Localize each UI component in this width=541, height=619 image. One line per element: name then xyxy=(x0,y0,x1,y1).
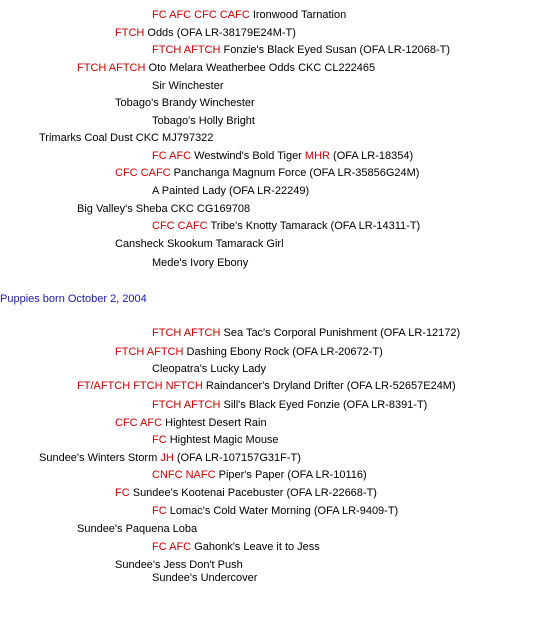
dog-name: Cansheck Skookum Tamarack Girl xyxy=(115,238,284,250)
dog-name: Trimarks Coal Dust CKC MJ797322 xyxy=(39,132,214,144)
dog-name: Cleopatra's Lucky Lady xyxy=(152,363,266,375)
pedigree-entry xyxy=(152,114,255,128)
pedigree-entry xyxy=(77,379,456,393)
pedigree-entry xyxy=(115,486,377,500)
dog-name: Sundee's Undercover xyxy=(152,572,258,584)
dog-titles: FTCH AFTCH xyxy=(152,399,221,411)
pedigree-entry xyxy=(77,202,250,216)
section-heading: Puppies born October 2, 2004 xyxy=(0,293,147,305)
pedigree-entry xyxy=(152,219,420,233)
dog-name: Sir Winchester xyxy=(152,80,224,92)
pedigree-entry xyxy=(152,540,320,554)
dog-titles: CNFC NAFC xyxy=(152,469,216,481)
dog-titles: FC xyxy=(115,487,130,499)
dog-name: Piper's Paper (OFA LR-10116) xyxy=(215,469,367,481)
dog-titles: FC AFC xyxy=(152,150,192,162)
dog-titles: CFC AFC xyxy=(115,417,163,429)
pedigree-entry xyxy=(115,26,296,40)
dog-titles: FTCH AFTCH xyxy=(77,62,146,74)
pedigree-entry xyxy=(115,558,243,572)
dog-name: Sundee's Winters Storm xyxy=(39,452,161,464)
dog-name: Odds (OFA LR-38179E24M-T) xyxy=(144,27,296,39)
dog-name: Hightest Magic Mouse xyxy=(166,434,279,446)
dog-name: Sea Tac's Corporal Punishment (OFA LR-12172) xyxy=(220,327,461,339)
pedigree-entry xyxy=(115,237,284,251)
pedigree-entry xyxy=(77,522,197,536)
dog-titles: CFC CAFC xyxy=(115,167,171,179)
dog-name: Mede's Ivory Ebony xyxy=(152,257,249,269)
pedigree-entry xyxy=(152,504,398,518)
dog-titles: FT/AFTCH FTCH NFTCH xyxy=(77,380,203,392)
pedigree-entry xyxy=(39,451,301,465)
dog-name: Dashing Ebony Rock (OFA LR-20672-T) xyxy=(183,346,383,358)
dog-name: Sill's Black Eyed Fonzie (OFA LR-8391-T) xyxy=(220,399,428,411)
pedigree-entry xyxy=(115,166,419,180)
pedigree-entry xyxy=(152,571,257,585)
pedigree-entry xyxy=(115,345,383,359)
dog-titles: FTCH AFTCH xyxy=(152,327,221,339)
dog-name: Sundee's Kootenai Pacebuster (OFA LR-22668-T) xyxy=(129,487,377,499)
dog-titles: FC AFC xyxy=(152,541,192,553)
dog-name: Panchanga Magnum Force (OFA LR-35856G24M) xyxy=(170,167,420,179)
dog-name: Tribe's Knotty Tamarack (OFA LR-14311-T) xyxy=(207,220,421,232)
pedigree-entry xyxy=(152,433,279,447)
dog-name: (OFA LR-18354) xyxy=(329,150,414,162)
dog-titles: MHR xyxy=(304,150,330,162)
pedigree-entry xyxy=(39,131,213,145)
dog-name: Oto Melara Weatherbee Odds CKC CL222465 xyxy=(145,62,376,74)
dog-titles: FTCH AFTCH xyxy=(152,44,221,56)
pedigree-entry xyxy=(115,416,267,430)
pedigree-entry xyxy=(152,468,367,482)
pedigree-entry xyxy=(152,256,248,270)
pedigree-entry xyxy=(152,43,450,57)
pedigree-entry xyxy=(152,398,427,412)
pedigree-entry xyxy=(152,79,224,93)
pedigree-entry xyxy=(152,326,460,340)
dog-name: Big Valley's Sheba CKC CG169708 xyxy=(77,203,251,215)
dog-name: Fonzie's Black Eyed Susan (OFA LR-12068-T) xyxy=(220,44,450,56)
pedigree-entry xyxy=(115,96,255,110)
dog-titles: FTCH xyxy=(115,27,145,39)
dog-titles: FC xyxy=(152,434,167,446)
dog-name: Hightest Desert Rain xyxy=(162,417,267,429)
pedigree-entry xyxy=(152,184,309,198)
dog-name: Sundee's Jess Don't Push xyxy=(115,559,243,571)
dog-name: A Painted Lady (OFA LR-22249) xyxy=(152,185,310,197)
pedigree-entry xyxy=(77,61,375,75)
dog-name: Sundee's Paquena Loba xyxy=(77,523,198,535)
pedigree-entry xyxy=(152,362,266,376)
dog-titles: FTCH AFTCH xyxy=(115,346,184,358)
dog-name: Gahonk's Leave it to Jess xyxy=(191,541,320,553)
dog-titles: FC xyxy=(152,505,167,517)
dog-titles: CFC CAFC xyxy=(152,220,208,232)
dog-name: Ironwood Tarnation xyxy=(249,9,347,21)
dog-name: Tobago's Holly Bright xyxy=(152,115,255,127)
pedigree-entry xyxy=(152,8,346,22)
dog-name: Tobago's Brandy Winchester xyxy=(115,97,255,109)
pedigree-entry xyxy=(152,149,413,163)
dog-name: Lomac's Cold Water Morning (OFA LR-9409-T) xyxy=(166,505,399,517)
dog-name: (OFA LR-107157G31F-T) xyxy=(173,452,301,464)
dog-name: Westwind's Bold Tiger xyxy=(191,150,305,162)
dog-name: Raindancer's Dryland Drifter (OFA LR-52657E24M) xyxy=(202,380,456,392)
dog-titles: JH xyxy=(160,452,174,464)
dog-titles: FC AFC CFC CAFC xyxy=(152,9,250,21)
